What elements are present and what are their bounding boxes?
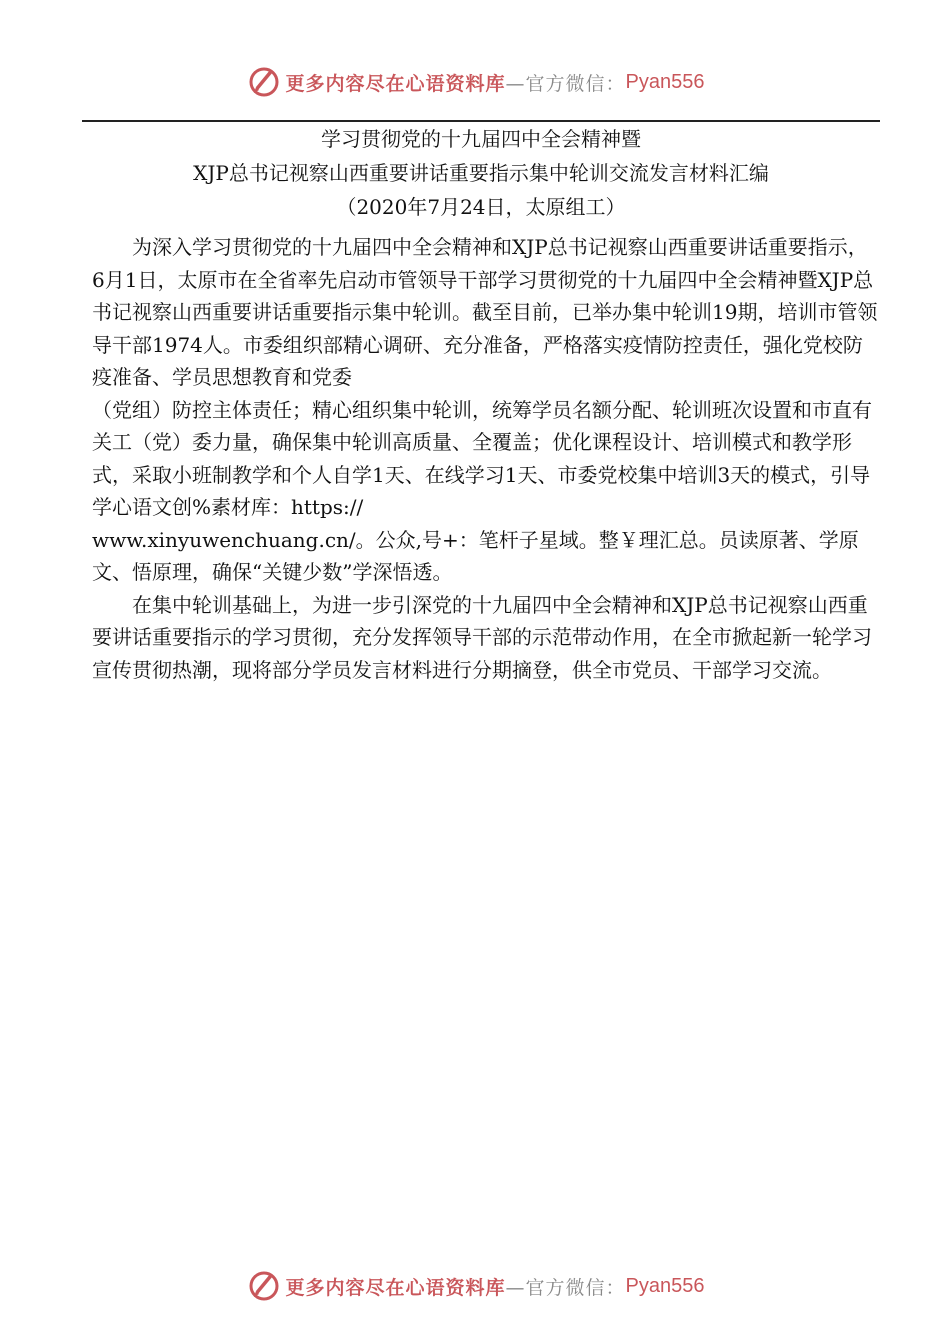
- quill-logo-icon: [246, 64, 282, 100]
- title-line-1: 学习贯彻党的十九届四中全会精神暨: [321, 127, 641, 151]
- banner-wechat-id: Pyan556: [625, 1274, 705, 1297]
- quill-logo-icon: [246, 1268, 282, 1304]
- footer-watermark-banner: [0, 1262, 950, 1310]
- banner-wechat-label: —官方微信：: [505, 72, 626, 95]
- paragraph-1-part-a: 为深入学习贯彻党的十九届四中全会精神和XJP总书记视察山西重要讲话重要指示，6月1日，太原市在全省率先启动市管领导干部学习贯彻党的十九届四中全会精神暨XJP总书记视察山西重要讲话重要指示集中轮训。截至目前，已举办集中轮训19期，培训市管领导干部1974人。市委组织部精心调研、充分准备，严格落实疫情防控责任，强化党校防疫准备、学员思想教育和党委: [92, 235, 878, 389]
- paragraph-1-part-b: （党组）防控主体责任；精心组织集中轮训，统筹学员名额分配、轮训班次设置和市直有关工（党）委力量，确保集中轮训高质量、全覆盖；优化课程设计、培训模式和教学形式，采取小班制教学和个人自学1天、在线学习1天、市委党校集中培训3天的模式，引导学心语文创%素材库：https://: [92, 397, 872, 519]
- header-watermark-banner: [0, 58, 950, 106]
- banner-slogan: 更多内容尽在心语资料库: [285, 1276, 506, 1299]
- title-line-2: XJP总书记视察山西重要讲话重要指示集中轮训交流发言材料汇编: [193, 161, 769, 185]
- banner-slogan: 更多内容尽在心语资料库: [285, 72, 506, 95]
- document-body: [92, 231, 880, 686]
- document-title-block: [82, 122, 880, 224]
- paragraph-2: 在集中轮训基础上，为进一步引深党的十九届四中全会精神和XJP总书记视察山西重要讲话重要指示的学习贯彻，充分发挥领导干部的示范带动作用，在全市掀起新一轮学习宣传贯彻热潮，现将部分学员发言材料进行分期摘登，供全市党员、干部学习交流。: [92, 592, 872, 682]
- banner-wechat-id: Pyan556: [625, 70, 705, 93]
- paragraph-1-part-c: www.xinyuwenchuang.cn/。公众,号+：笔杆子星域。整￥理汇总。员读原著、学原文、悟原理，确保“关键少数”学深悟透。: [92, 527, 859, 584]
- title-date-source: （2020年7月24日，太原组工）: [336, 195, 626, 219]
- banner-wechat-label: —官方微信：: [505, 1276, 626, 1299]
